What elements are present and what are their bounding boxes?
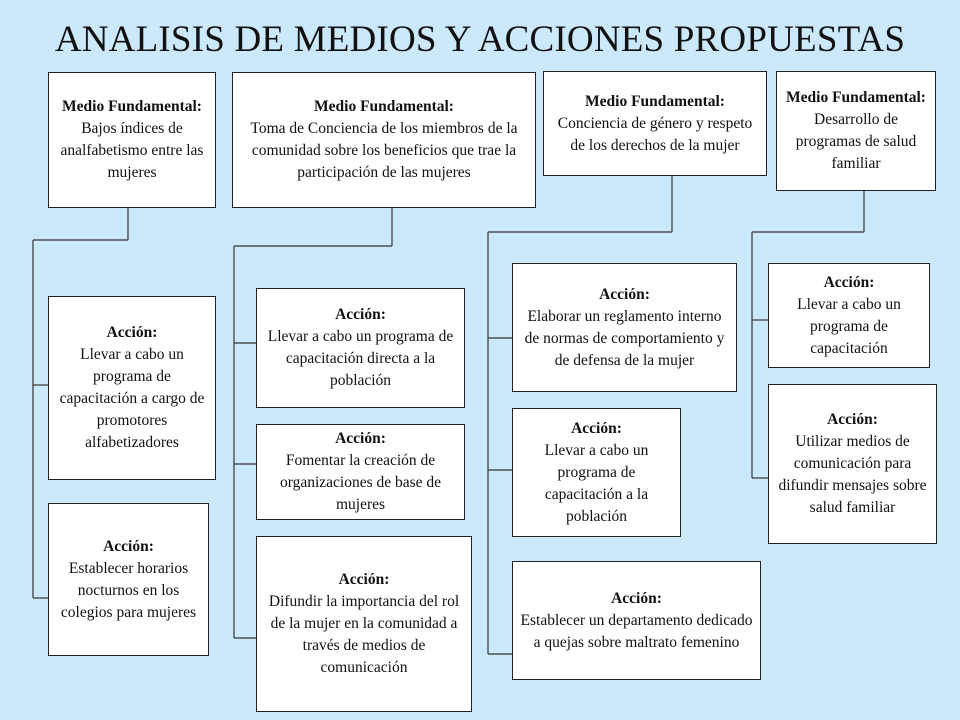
accion-box	[512, 408, 681, 537]
medio-heading: Medio Fundamental:	[585, 92, 725, 110]
accion-text: Llevar a cabo un programa de capacitación	[797, 295, 901, 357]
medio-box-analfabetismo	[48, 72, 216, 208]
accion-heading: Acción:	[571, 419, 622, 437]
accion-box	[256, 536, 472, 712]
accion-box	[256, 424, 465, 520]
accion-box	[256, 288, 465, 408]
accion-box	[512, 263, 737, 392]
accion-text: Llevar a cabo un programa de capacitación directa a la población	[267, 328, 454, 389]
medio-heading: Medio Fundamental:	[786, 89, 926, 106]
accion-text: Utilizar medios de comunicación para difundir mensajes sobre salud familiar	[778, 433, 927, 516]
medio-box-conciencia-genero	[543, 71, 767, 176]
accion-text: Elaborar un reglamento interno de normas de comportamiento y de defensa de la mujer	[524, 307, 725, 369]
accion-box	[768, 263, 930, 368]
accion-text: Establecer horarios nocturnos en los colegios para mujeres	[60, 559, 197, 621]
accion-heading: Acción:	[335, 430, 386, 447]
medio-text: Bajos índices de analfabetismo entre las mujeres	[60, 120, 204, 181]
medio-text: Conciencia de género y respeto de los derechos de la mujer	[557, 114, 753, 154]
accion-text: Llevar a cabo un programa de capacitación a la población	[544, 441, 649, 525]
page-title: ANALISIS DE MEDIOS Y ACCIONES PROPUESTAS	[54, 19, 906, 60]
accion-heading: Acción:	[611, 589, 662, 607]
accion-box	[48, 296, 216, 480]
medio-box-toma-conciencia	[232, 72, 536, 208]
accion-heading: Acción:	[338, 571, 390, 588]
medio-heading: Medio Fundamental:	[62, 98, 202, 115]
accion-text: Llevar a cabo un programa de capacitación a cargo de promotores alfabetizadores	[59, 346, 205, 451]
accion-heading: Acción:	[106, 324, 158, 341]
medio-text: Desarrollo de programas de salud familiar	[795, 111, 917, 172]
accion-heading: Acción:	[827, 411, 878, 428]
accion-heading: Acción:	[335, 306, 386, 323]
accion-text: Establecer un departamento dedicado a quejas sobre maltrato femenino	[520, 611, 753, 651]
accion-text: Fomentar la creación de organizaciones de base de mujeres	[279, 452, 442, 513]
accion-box	[48, 503, 209, 656]
medio-text: Toma de Conciencia de los miembros de la comunidad sobre los beneficios que trae la participación de las mujeres	[250, 120, 518, 181]
accion-heading: Acción:	[599, 285, 650, 303]
accion-heading: Acción:	[823, 273, 875, 291]
accion-heading: Acción:	[103, 537, 154, 555]
medio-heading: Medio Fundamental:	[314, 98, 454, 115]
accion-box	[768, 384, 937, 544]
medio-box-salud-familiar	[776, 71, 936, 191]
accion-box	[512, 561, 761, 680]
accion-text: Difundir la importancia del rol de la mujer en la comunidad a través de medios de comunicación	[268, 593, 460, 676]
